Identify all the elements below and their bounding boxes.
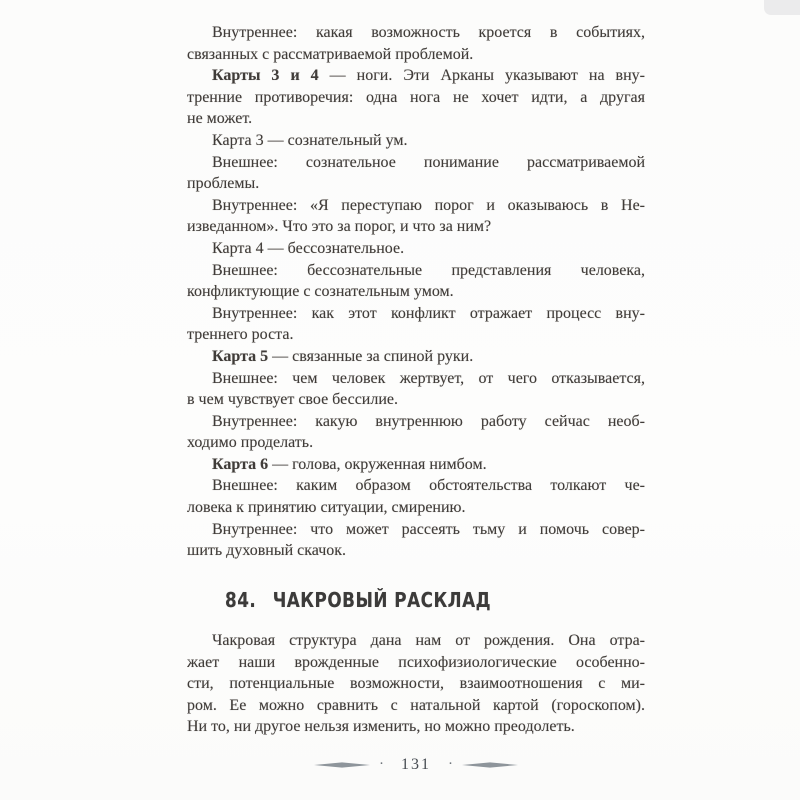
- text-line: Внутреннее: «Я переступаю порог и оказываюсь в Не-: [212, 196, 645, 214]
- text-line: Карта 5 — связанные за спиной руки.: [212, 347, 474, 365]
- text-line: Карта 4 — бессознательное.: [212, 239, 405, 257]
- text-line: Внутреннее: что может рассеять тьму и помочь совер-: [212, 520, 645, 538]
- text-column: [187, 22, 645, 736]
- text-line: Чакровая структура дана нам от рождения. Она отра-: [212, 632, 645, 649]
- footer-dot: ·: [379, 755, 384, 772]
- text-line: Внешнее: бессознательные представления человека,: [212, 261, 645, 279]
- text-line: ловека к принятию ситуации, смирению.: [187, 499, 466, 517]
- text-line: Ни то, ни другое нельзя изменить, но можно преодолеть.: [187, 718, 575, 736]
- text-line: Внутреннее: какая возможность кроется в событиях,: [212, 24, 645, 41]
- text-line: Карты 3 и 4 — ноги. Эти Арканы указывают на вну-: [212, 67, 645, 85]
- text-line: жает наши врожденные психофизиологические особенно-: [187, 653, 645, 671]
- text-line: изведанном». Что это за порог, и что за ним?: [187, 218, 492, 236]
- tapered-dash-ornament: [314, 761, 370, 769]
- text-line: конфликтующие с сознательным умом.: [187, 283, 454, 301]
- paragraph-block-cards: [187, 22, 645, 562]
- section-heading: [225, 588, 491, 612]
- text-line: ходимо проделать.: [187, 434, 314, 452]
- section-number: 84.: [225, 588, 257, 612]
- text-line: Внешнее: каким образом обстоятельства толкают че-: [212, 477, 645, 495]
- text-line: Внешнее: чем человек жертвует, от чего отказывается,: [212, 369, 645, 387]
- text-line: треннего роста.: [187, 326, 294, 344]
- text-line: не может.: [187, 110, 253, 128]
- text-line: сти, потенциальные возможности, взаимоотношения с ми-: [187, 675, 645, 693]
- text-line: шить духовный скачок.: [187, 542, 347, 560]
- text-line: тренние противоречия: одна нога не хочет идти, а другая: [187, 88, 645, 106]
- text-line: связанных с рассматриваемой проблемой.: [187, 45, 474, 63]
- footer-dot: ·: [448, 755, 453, 772]
- tapered-dash-ornament: [462, 761, 518, 769]
- text-line: Внутреннее: как этот конфликт отражает процесс вну-: [212, 304, 645, 322]
- text-line: проблемы.: [187, 175, 260, 193]
- page-footer: [187, 756, 645, 774]
- section-title: ЧАКРОВЫЙ РАСКЛАД: [272, 588, 492, 612]
- text-line: Внутреннее: какую внутреннюю работу сейчас необ-: [212, 412, 645, 430]
- text-line: Карта 3 — сознательный ум.: [212, 131, 408, 149]
- page-number: 131: [401, 756, 431, 773]
- text-line: Карта 6 — голова, окруженная нимбом.: [212, 455, 487, 473]
- text-line: ром. Ее можно сравнить с натальной картой (гороскопом).: [187, 696, 645, 714]
- text-line: в чем чувствует свое бессилие.: [187, 391, 399, 409]
- scan-artifact: [764, 0, 800, 15]
- paragraph-block-chakra: [187, 630, 645, 738]
- text-line: Внешнее: сознательное понимание рассматриваемой: [212, 153, 645, 171]
